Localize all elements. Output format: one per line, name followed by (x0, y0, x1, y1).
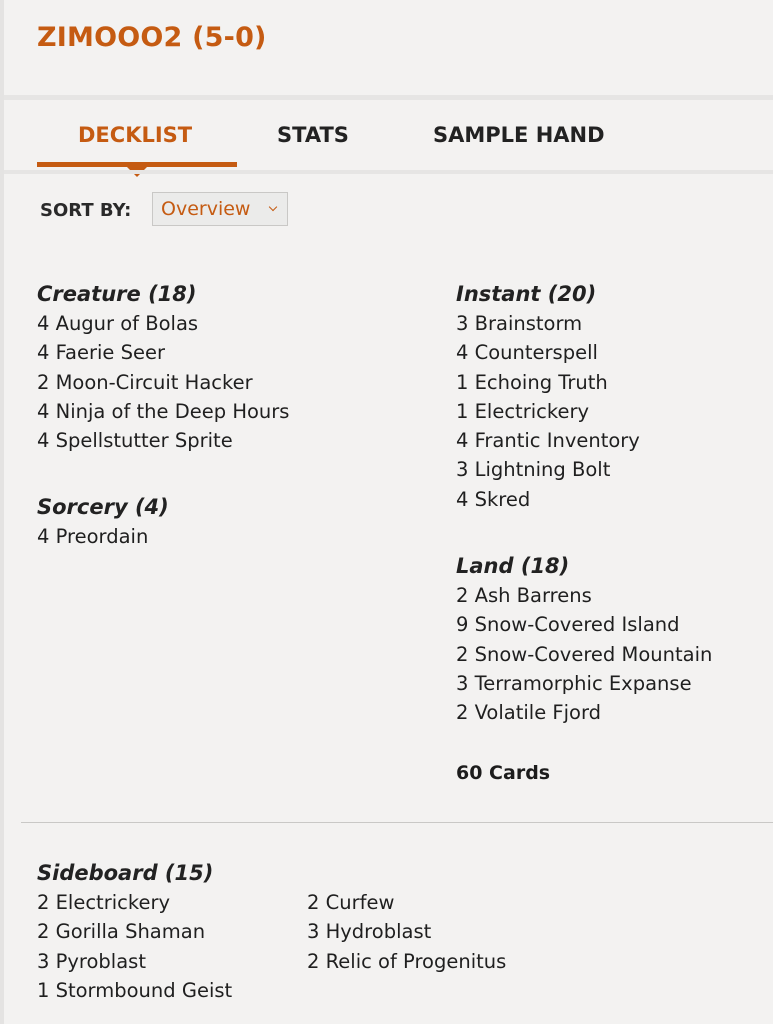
card-entry[interactable]: 2 Gorilla Shaman (37, 920, 206, 944)
card-entry[interactable]: 2 Snow-Covered Mountain (456, 642, 713, 666)
card-entry[interactable]: 4 Frantic Inventory (456, 429, 640, 453)
card-entry[interactable]: 9 Snow-Covered Island (456, 613, 680, 637)
section-title-sorcery: Sorcery (4) (37, 495, 169, 519)
section-creature (37, 280, 289, 455)
section-instant (456, 280, 640, 514)
card-total: 60 Cards (456, 762, 551, 784)
section-sideboard (37, 859, 232, 1005)
section-title-creature: Creature (18) (37, 282, 197, 306)
card-entry[interactable]: 1 Echoing Truth (456, 370, 608, 394)
card-entry[interactable]: 2 Moon-Circuit Hacker (37, 370, 253, 394)
card-entry[interactable]: 3 Pyroblast (37, 949, 146, 973)
card-entry[interactable]: 4 Spellstutter Sprite (37, 429, 233, 453)
card-entry[interactable]: 3 Terramorphic Expanse (456, 671, 692, 695)
card-entry[interactable]: 2 Curfew (307, 891, 395, 914)
card-entry[interactable]: 2 Relic of Progenitus (307, 949, 507, 973)
tab-decklist[interactable]: DECKLIST (78, 123, 193, 147)
card-entry[interactable]: 4 Augur of Bolas (37, 312, 199, 335)
section-sorcery (37, 493, 169, 551)
section-title-instant: Instant (20) (456, 282, 597, 306)
sort-by-label: SORT BY: (40, 200, 132, 221)
tab-stats[interactable]: STATS (277, 123, 349, 147)
card-entry[interactable]: 2 Electrickery (37, 891, 171, 914)
card-list-sideboard-col1 (37, 888, 232, 1005)
section-title-land: Land (18) (456, 554, 570, 578)
card-list-instant (456, 309, 640, 514)
card-entry[interactable]: 4 Ninja of the Deep Hours (37, 399, 290, 423)
tab-sample-hand[interactable]: SAMPLE HAND (433, 123, 605, 147)
card-entry[interactable]: 2 Ash Barrens (456, 584, 592, 607)
sort-by-value: Overview (161, 198, 251, 220)
card-entry[interactable]: 1 Stormbound Geist (37, 978, 233, 1002)
card-entry[interactable]: 3 Lightning Bolt (456, 458, 611, 482)
card-list-sorcery (37, 522, 169, 551)
header-divider (4, 95, 773, 100)
sort-by-select[interactable] (152, 192, 288, 226)
card-entry[interactable]: 1 Electrickery (456, 399, 590, 423)
section-title-sideboard: Sideboard (15) (37, 861, 214, 885)
card-entry[interactable]: 3 Brainstorm (456, 312, 583, 335)
deck-title: ZIMOOO2 (5-0) (37, 22, 267, 53)
left-border (0, 0, 4, 1024)
card-list-sideboard-col2 (307, 888, 506, 976)
card-list-land (456, 581, 712, 727)
sideboard-divider (21, 822, 773, 823)
card-entry[interactable]: 3 Hydroblast (307, 920, 432, 944)
card-entry[interactable]: 4 Preordain (37, 525, 149, 548)
section-sideboard-col2 (307, 888, 506, 976)
section-land (456, 552, 712, 727)
card-list-creature (37, 309, 289, 455)
card-entry[interactable]: 4 Skred (456, 487, 531, 511)
tabs-divider (4, 170, 773, 174)
card-entry[interactable]: 2 Volatile Fjord (456, 701, 602, 725)
card-entry[interactable]: 4 Faerie Seer (37, 341, 165, 365)
chevron-down-icon (269, 203, 277, 211)
card-entry[interactable]: 4 Counterspell (456, 341, 598, 365)
